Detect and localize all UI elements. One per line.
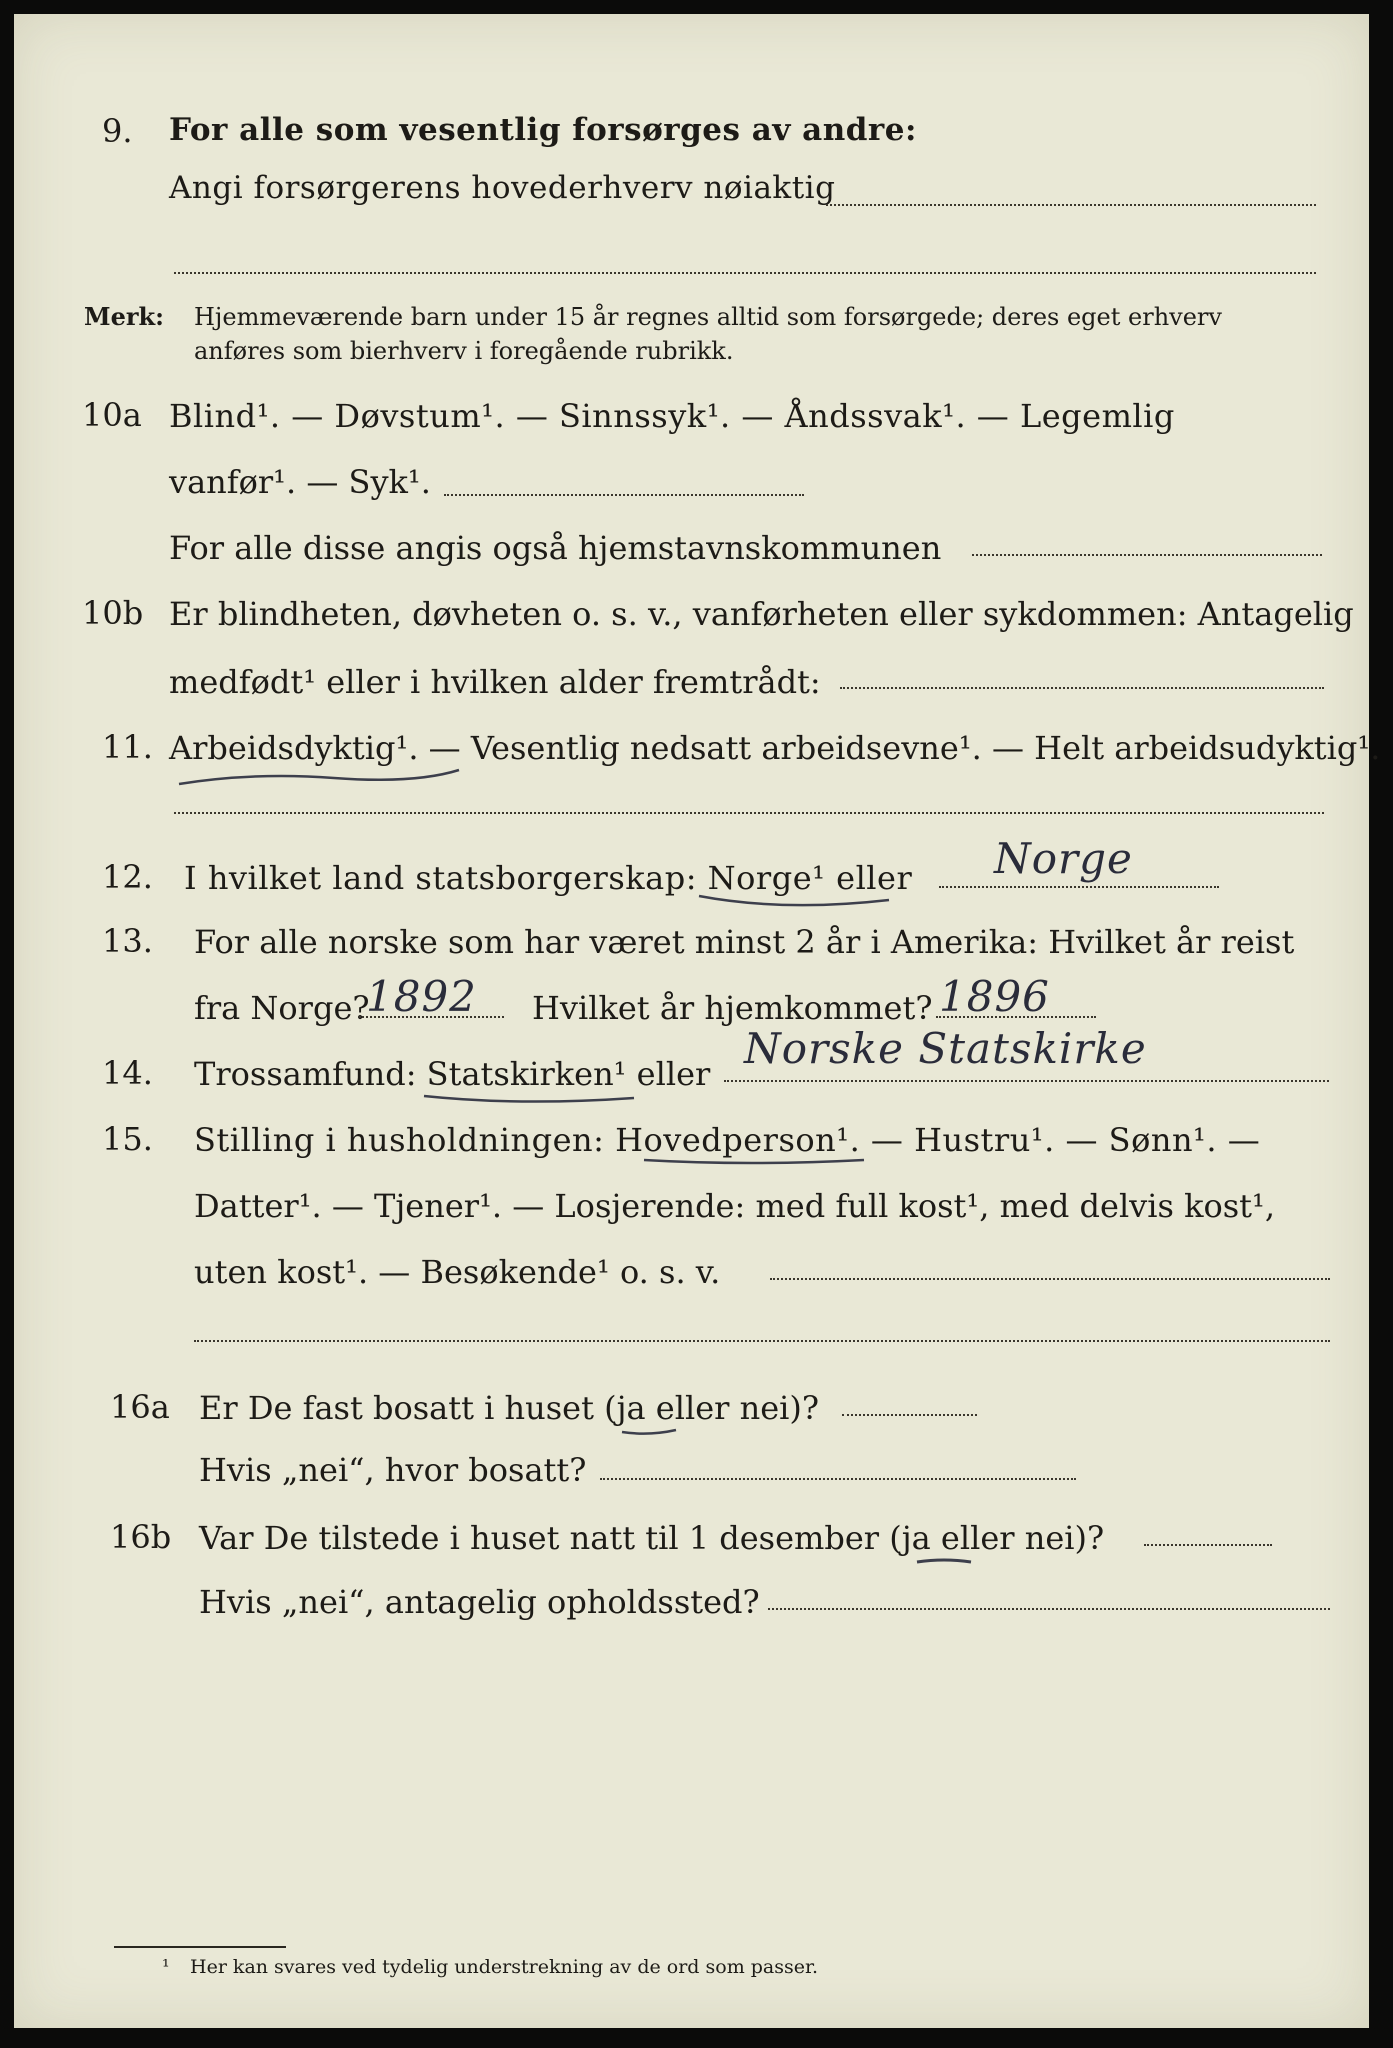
q10a-hjemstavn-answer-line[interactable] (972, 554, 1322, 556)
q15-line3: uten kost¹. — Besøkende¹ o. s. v. (194, 1253, 721, 1291)
q9-answer-line-2[interactable] (174, 272, 1316, 274)
q11-number: 11. (102, 728, 153, 766)
q9-title: For alle som vesentlig forsørges av andre: (169, 112, 917, 148)
q11-answer-line[interactable] (174, 812, 1324, 814)
q13-answer-right-handwriting: 1896 (939, 972, 1050, 1021)
q15-line1: Stilling i husholdningen: Hovedperson¹. — Hustru¹. — Sønn¹. — (194, 1121, 1261, 1159)
q14-number: 14. (102, 1054, 153, 1092)
q13-answer-left-handwriting: 1892 (366, 972, 477, 1021)
q10b-number: 10b (82, 594, 144, 632)
q10a-line3: For alle disse angis også hjemstavnskommunen (169, 529, 942, 567)
q12-number: 12. (102, 858, 153, 896)
footnote-rule (114, 1946, 286, 1948)
q12-underline-mark (694, 890, 894, 914)
q16b-opholdssted-answer-line[interactable] (768, 1608, 1330, 1610)
q10a-number: 10a (82, 396, 142, 434)
q12-answer-handwriting: Norge (994, 834, 1133, 883)
q10b-answer-line[interactable] (840, 687, 1324, 689)
q16b-line1: Var De tilstede i huset natt til 1 desember (ja eller nei)? (199, 1519, 1105, 1557)
census-form-page (14, 14, 1381, 2028)
merk-line2: anføres som bierhverv i foregående rubrikk. (194, 337, 734, 365)
q10b-line1: Er blindheten, døvheten o. s. v., vanførheten eller sykdommen: Antagelig (169, 595, 1354, 633)
q15-number: 15. (102, 1120, 153, 1158)
q16b-line2: Hvis „nei“, antagelig opholdssted? (199, 1583, 760, 1621)
q16b-underline-mark (914, 1554, 974, 1570)
q16b-answer-line[interactable] (1144, 1544, 1272, 1546)
q13-label-right: Hvilket år hjemkommet? (532, 989, 933, 1027)
q15-line2: Datter¹. — Tjener¹. — Losjerende: med full kost¹, med delvis kost¹, (194, 1187, 1276, 1225)
q14-answer-handwriting: Norske Statskirke (744, 1024, 1147, 1073)
q15-underline-mark (639, 1152, 869, 1170)
q9-number: 9. (102, 112, 133, 150)
q16a-line1: Er De fast bosatt i huset (ja eller nei)? (199, 1389, 820, 1427)
q13-label-left: fra Norge? (194, 989, 370, 1027)
merk-line1: Hjemmeværende barn under 15 år regnes alltid som forsørgede; deres eget erhverv (194, 303, 1222, 331)
q13-number: 13. (102, 922, 153, 960)
q16b-number: 16b (110, 1518, 172, 1556)
q14-answer-line[interactable] (724, 1080, 1329, 1082)
q14-line1: Trossamfund: Statskirken¹ eller (194, 1055, 711, 1093)
q9-line2: Angi forsørgerens hovederhverv nøiaktig (169, 170, 836, 206)
q16a-line2: Hvis „nei“, hvor bosatt? (199, 1451, 587, 1489)
q16a-number: 16a (110, 1388, 170, 1426)
footnote-mark: ¹ (162, 1956, 170, 1978)
q16a-answer-line[interactable] (842, 1414, 977, 1416)
q16a-bosatt-answer-line[interactable] (600, 1478, 1076, 1480)
q12-answer-line[interactable] (939, 886, 1219, 888)
q15-answer-line-2[interactable] (194, 1340, 1330, 1342)
q11-underline-mark (174, 754, 464, 794)
q15-answer-line[interactable] (770, 1278, 1330, 1280)
q10b-line2: medfødt¹ eller i hvilken alder fremtrådt: (169, 663, 821, 701)
merk-label: Merk: (84, 302, 164, 331)
footnote-text: Her kan svares ved tydelig understrekning av de ord som passer. (190, 1956, 819, 1978)
q12-line1: I hvilket land statsborgerskap: Norge¹ eller (184, 859, 913, 897)
q13-line1: For alle norske som har været minst 2 år i Amerika: Hvilket år reist (194, 923, 1295, 961)
q9-answer-line[interactable] (826, 204, 1316, 206)
q10a-line2: vanfør¹. — Syk¹. (169, 463, 431, 501)
q10a-syk-answer-line[interactable] (444, 494, 804, 496)
q16a-underline-mark (619, 1424, 679, 1440)
q14-underline-mark (419, 1088, 639, 1110)
q11-line1: Arbeidsdyktig¹. — Vesentlig nedsatt arbeidsevne¹. — Helt arbeidsudyktig¹. (169, 729, 1381, 767)
q10a-line1: Blind¹. — Døvstum¹. — Sinnssyk¹. — Åndssvak¹. — Legemlig (169, 397, 1175, 435)
